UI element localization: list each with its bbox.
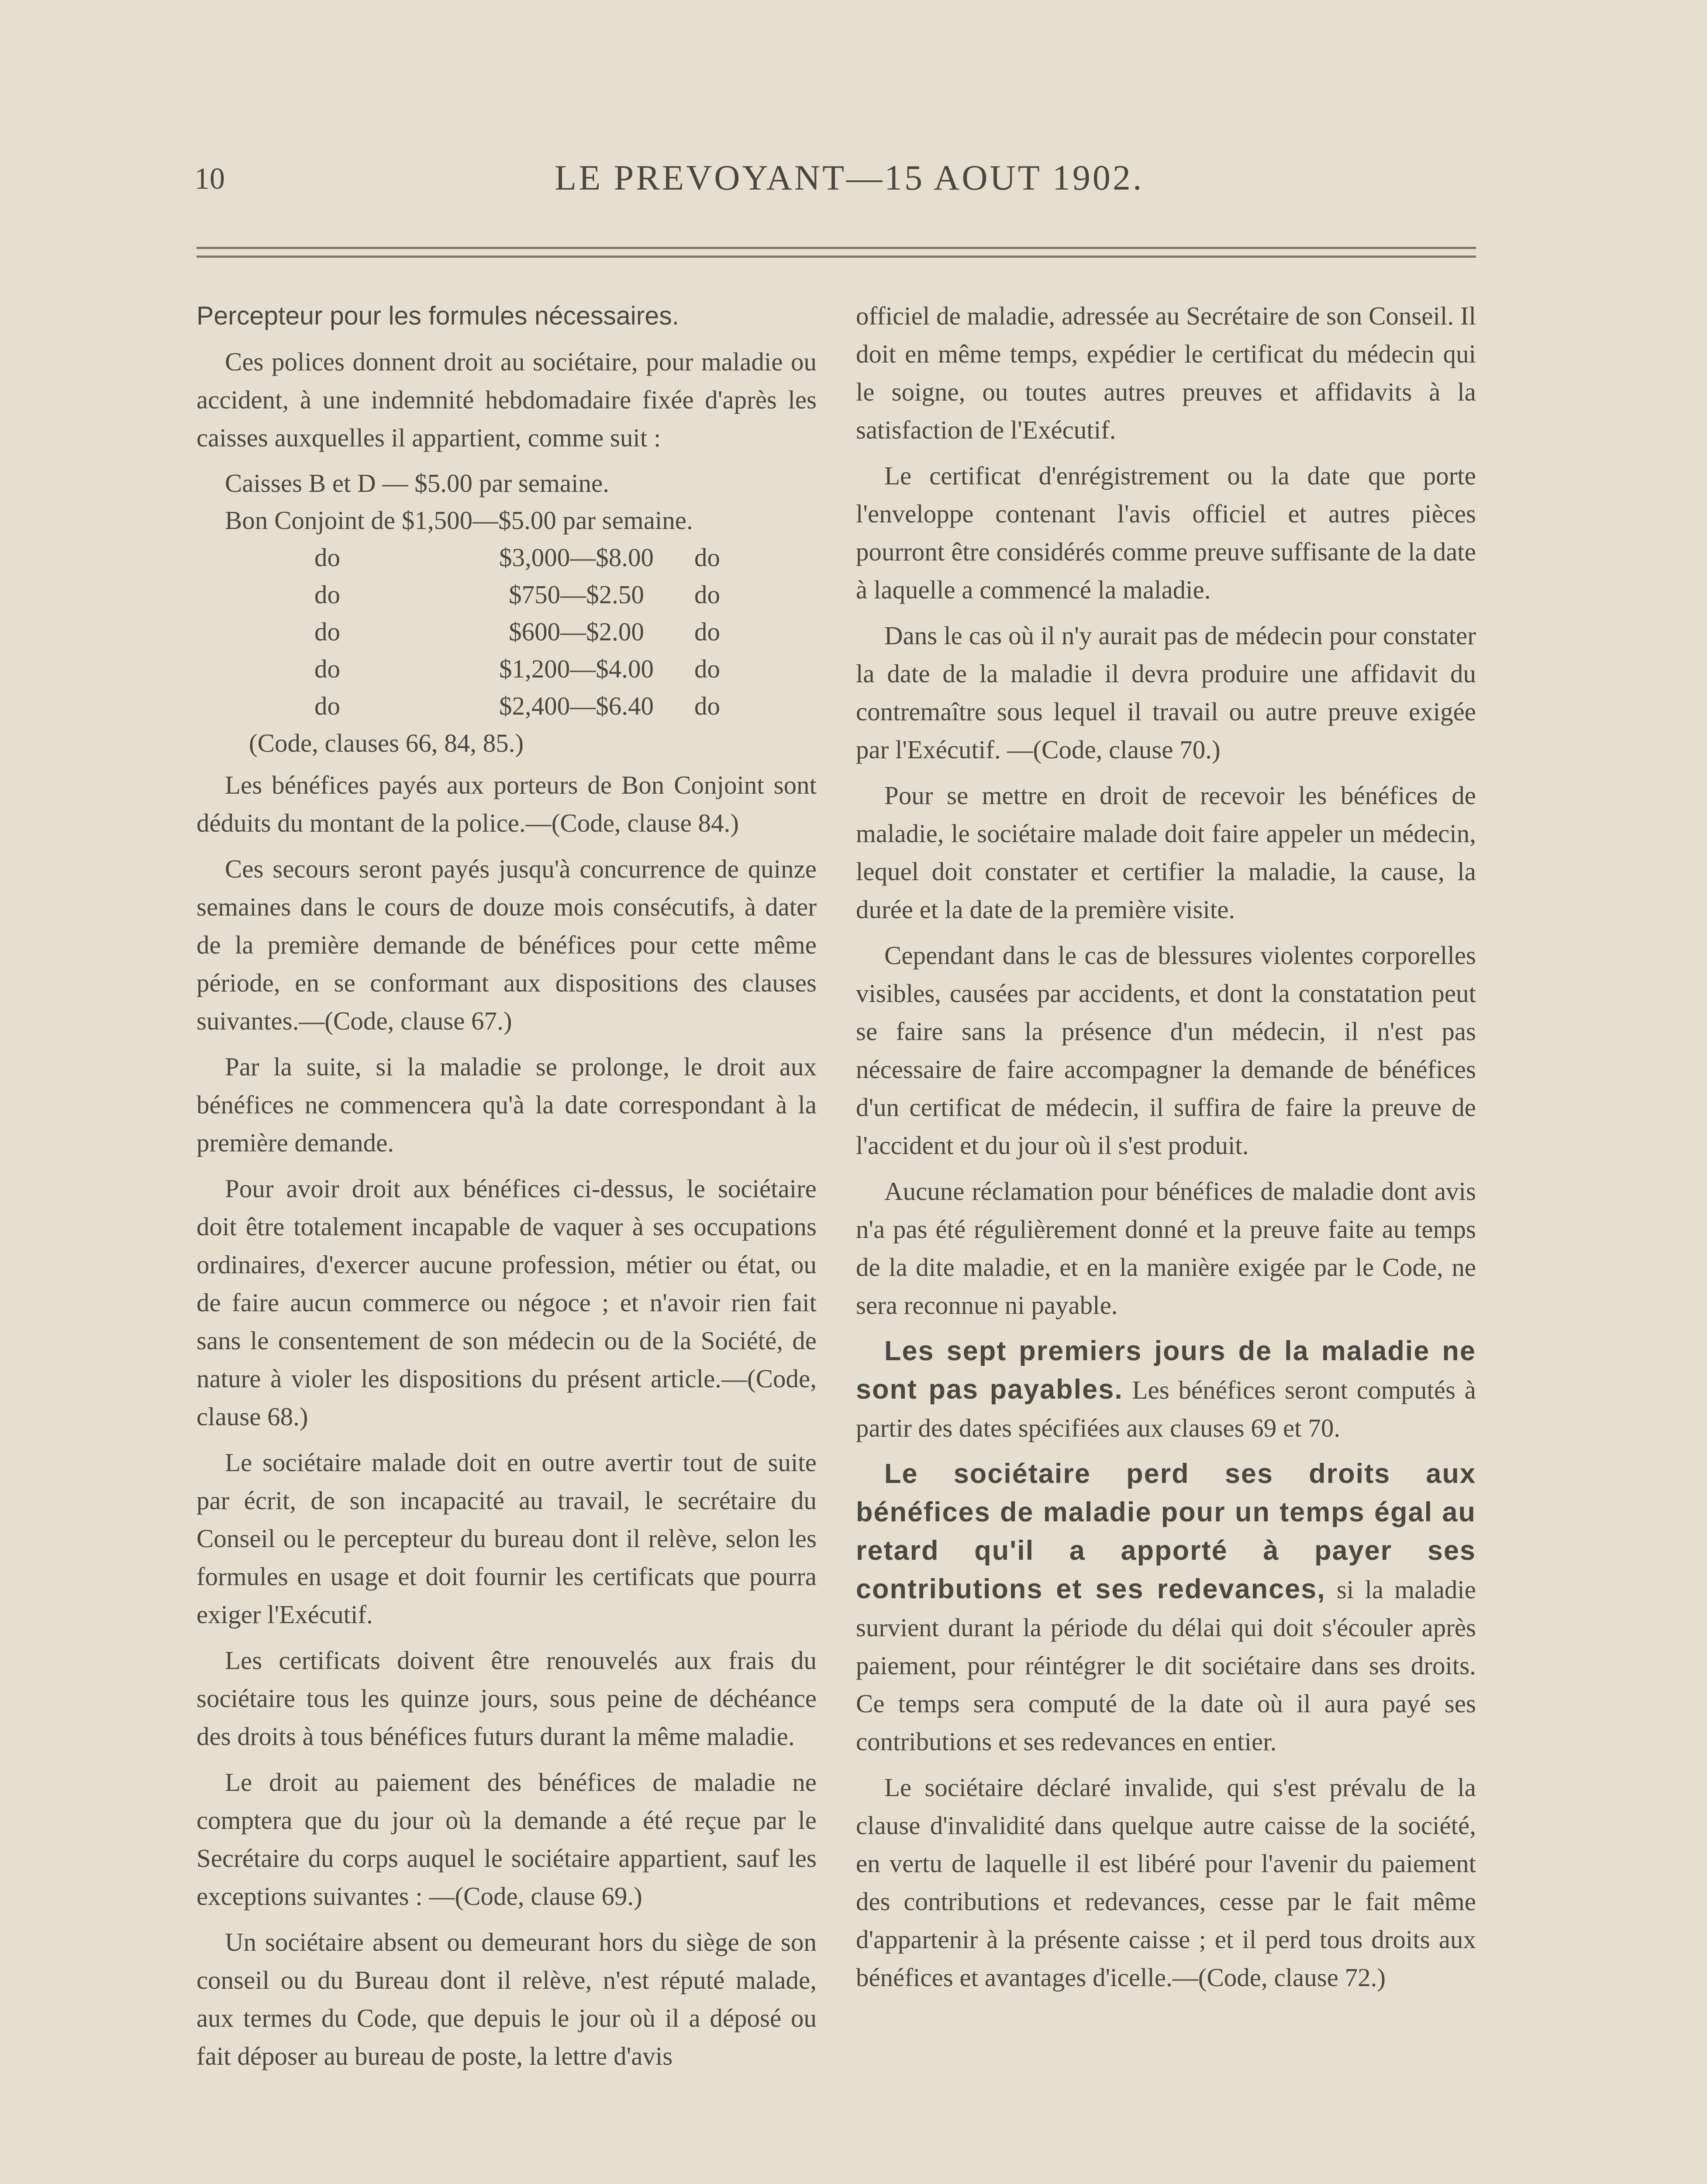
left-column [197,297,817,2083]
paragraph: Pour avoir droit aux bénéfices ci-dessus, le sociétaire doit être totalement incapable de vaquer à ses occupations ordinaires, d'exercer aucune profession, métier ou état, ou de faire aucun commerce ou négoce ; et n'avoir rien fait sans le consentement de son médecin ou de la Société, de nature à violer les dispositions du présent article.—(Code, clause 68.) [197,1174,817,1431]
bold-phrase: Le sociétaire perd ses droits aux bénéfices de maladie pour un temps égal au retard qu'il a apporté à payer ses contributions et ses redevances, [856,1458,1476,1604]
rate-row: do $1,200—$4.00 do [314,654,720,683]
paragraph [856,1332,1476,1447]
running-title: LE PREVOYANT—15 AOUT 1902. [555,158,1144,197]
rate-line: Bon Conjoint de $1,500—$5.00 par semaine. [225,506,693,535]
paragraph: Le droit au paiement des bénéfices de maladie ne comptera que du jour où la demande a été reçue par le Secrétaire du corps auquel le sociétaire appartient, sauf les exceptions suivantes : —(Code, clause 69.) [197,1768,817,1911]
paragraph: Cependant dans le cas de blessures violentes corporelles visibles, causées par accidents, et dont la constatation peut se faire sans la présence d'un médecin, il n'est pas nécessaire de faire accompagner la demande de bénéfices d'un certificat de médecin, il suffira de faire la preuve de l'accident et du jour où il s'est produit. [856,941,1476,1160]
paragraph-continued: officiel de maladie, adressée au Secrétaire de son Conseil. Il doit en même temps, expédier le certificat du médecin qui le soigne, ou toutes autres preuves et affidavits à la satisfaction de l'Exécutif. [856,301,1476,444]
paragraph: Le sociétaire malade doit en outre avertir tout de suite par écrit, de son incapacité au travail, le secrétaire du Conseil ou le percepteur du bureau dont il relève, selon les formules en usage et doit fournir les certificats que pourra exiger l'Exécutif. [197,1448,817,1629]
page-number: 10 [194,162,225,196]
header-rule-top [197,247,1476,249]
right-column [856,297,1476,2004]
paragraph: Par la suite, si la maladie se prolonge, le droit aux bénéfices ne commencera qu'à la date correspondant à la première demande. [197,1052,817,1157]
rate-row: do $750—$2.50 do [314,580,720,609]
rate-row: do $2,400—$6.40 do [314,691,720,720]
bold-phrase: Les sept premiers jours de la maladie ne sont pas payables. [856,1336,1476,1405]
paragraph [856,1455,1476,1761]
paragraph: Un sociétaire absent ou demeurant hors du siège de son conseil ou du Bureau dont il relève, n'est réputé malade, aux termes du Code, que depuis le jour où il a déposé ou fait déposer au bureau de poste, la lettre d'avis [197,1928,817,2070]
section-heading: Percepteur pour les formules nécessaires. [197,301,679,330]
rate-row: do $600—$2.00 do [314,617,720,646]
paragraph: Ces secours seront payés jusqu'à concurrence de quinze semaines dans le cours de douze mois consécutifs, à dater de la première demande de bénéfices pour cette même période, en se conformant aux dispositions des clauses suivantes.—(Code, clause 67.) [197,854,817,1035]
header-rule-bottom [197,256,1476,258]
paragraph-text: si la maladie survient durant la période du délai qui doit s'écouler après paiement, pour réintégrer le dit sociétaire dans ses droits. Ce temps sera computé de la date où il aura payé ses contributions et ses redevances en entier. [856,1575,1476,1756]
paragraph: Les bénéfices payés aux porteurs de Bon Conjoint sont déduits du montant de la police.—(Code, clause 84.) [197,771,817,837]
paragraph: Dans le cas où il n'y aurait pas de médecin pour constater la date de la maladie il devra produire une affidavit du contremaître sous lequel il travail ou autre preuve exigée par l'Exécutif. —(Code, clause 70.) [856,621,1476,764]
paragraph: Le sociétaire déclaré invalide, qui s'est prévalu de la clause d'invalidité dans quelque autre caisse de la société, en vertu de laquelle il est libéré pour l'avenir du paiement des contributions et redevances, cesse par le fait même d'appartenir à la présente caisse ; et il perd tous droits aux bénéfices et avantages d'icelle.—(Code, clause 72.) [856,1773,1476,1992]
rate-line: Caisses B et D — $5.00 par semaine. [225,469,609,498]
paragraph-text: Les bénéfices seront computés à partir des dates spécifiées aux clauses 69 et 70. [856,1375,1476,1442]
paragraph: Les certificats doivent être renouvelés aux frais du sociétaire tous les quinze jours, sous peine de déchéance des droits à tous bénéfices futurs durant la même maladie. [197,1646,817,1751]
paragraph: Ces polices donnent droit au sociétaire, pour maladie ou accident, à une indemnité hebdomadaire fixée d'après les caisses auxquelles il appartient, comme suit : [197,347,817,452]
paragraph: Le certificat d'enrégistrement ou la date que porte l'enveloppe contenant l'avis officiel et autres pièces pourront être considérés comme preuve suffisante de la date à laquelle a commencé la maladie. [856,461,1476,604]
paragraph: Aucune réclamation pour bénéfices de maladie dont avis n'a pas été régulièrement donné et la preuve faite au temps de la dite maladie, et en la manière exigée par le Code, ne sera reconnue ni payable. [856,1177,1476,1320]
code-reference: (Code, clauses 66, 84, 85.) [249,729,524,757]
rates-table [197,465,817,762]
rate-row: do $3,000—$8.00 do [314,543,720,572]
paragraph: Pour se mettre en droit de recevoir les bénéfices de maladie, le sociétaire malade doit faire appeler un médecin, lequel doit constater et certifier la maladie, la cause, la durée et la date de la première visite. [856,781,1476,924]
